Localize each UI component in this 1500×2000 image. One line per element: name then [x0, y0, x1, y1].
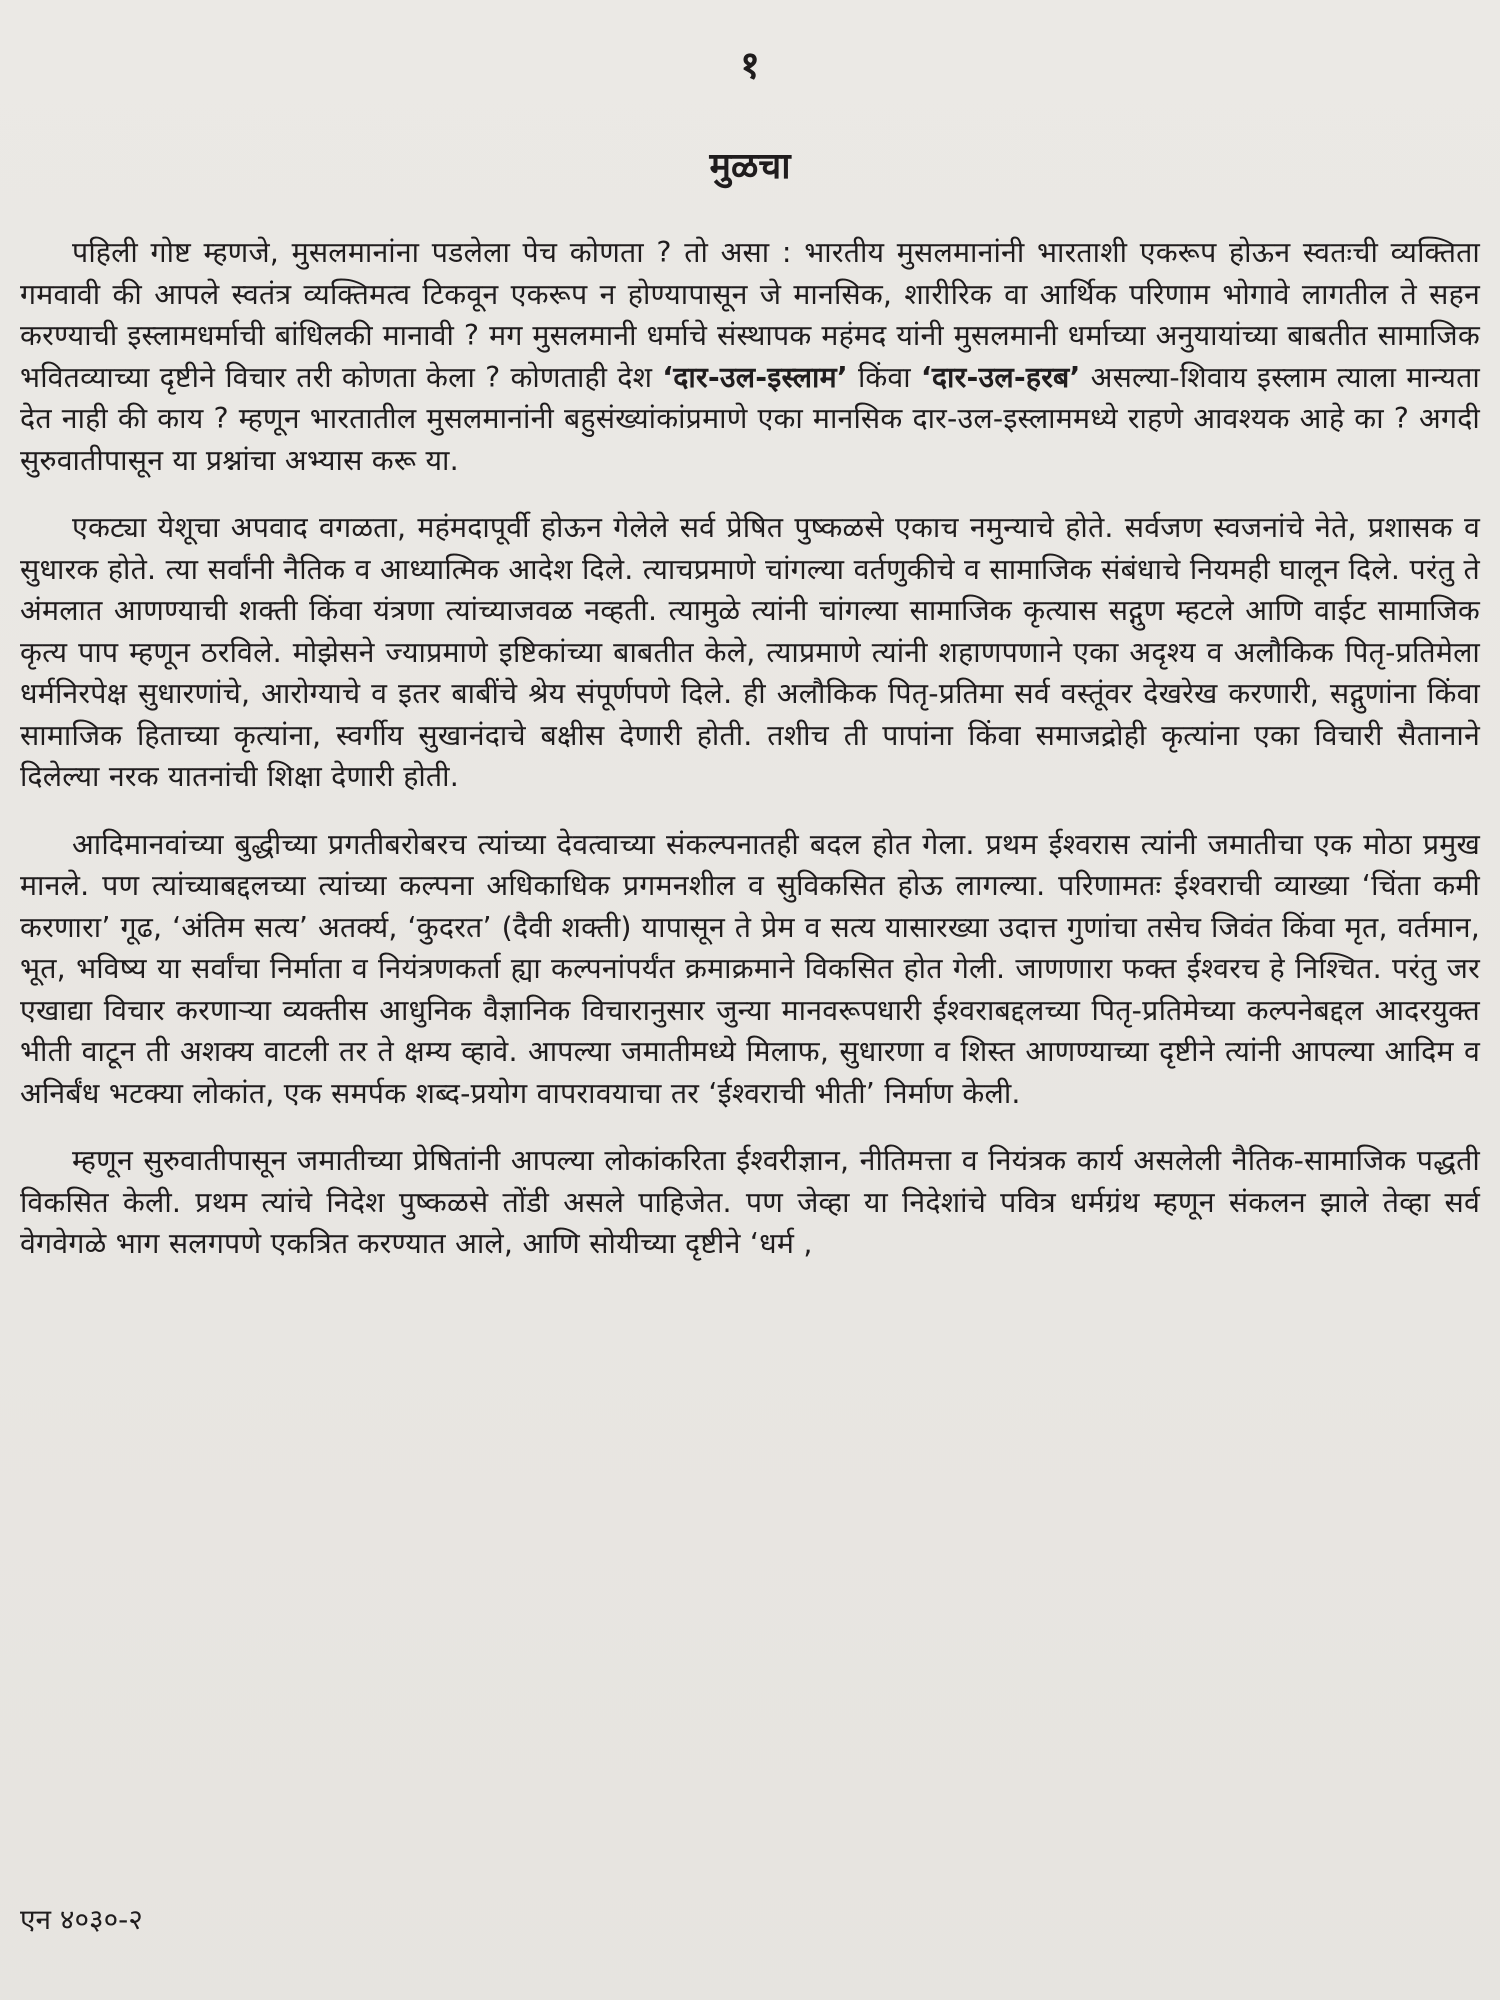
paragraph-4-text: म्हणून सुरुवातीपासून जमातीच्या प्रेषितांनी आपल्या लोकांकरिता ईश्वरीज्ञान, नीतिमत्ता व नियंत्रक कार्य असलेली नैतिक-सामाजिक पद्धती विकसित केली. प्रथम त्यांचे निदेश पुष्कळसे तोंडी असले पाहिजेत. पण जेव्हा या निदेशांचे पवित्र धर्मग्रंथ म्हणून संकलन झाले तेव्हा सर्व वेगवेगळे भाग सलगपणे एकत्रित करण्यात आले, आणि सोयीच्या दृष्टीने ‘धर्म , [20, 1144, 1480, 1260]
paragraph-1-text-c: असल्या-शिवाय इस्लाम त्याला मान्यता देत नाही की काय ? म्हणून भारतातील मुसलमानांनी बहुसंख्यांकांप्रमाणे एका मानसिक दार-उल-इस्लाममध्ये राहणे आवश्यक आहे का ? अगदी सुरुवातीपासून या प्रश्नांचा अभ्यास करू या. [20, 360, 1480, 477]
page-number: १ [740, 43, 760, 87]
paragraph-3-text: आदिमानवांच्या बुद्धीच्या प्रगतीबरोबरच त्यांच्या देवत्वाच्या संकल्पनातही बदल होत गेला. प्रथम ईश्वरास त्यांनी जमातीचा एक मोठा प्रमुख मानले. पण त्यांच्याबद्दलच्या त्यांच्या कल्पना अधिकाधिक प्रगमनशील व सुविकसित होऊ लागल्या. परिणामतः ईश्वराची व्याख्या ‘चिंता कमी करणारा’ गूढ, ‘अंतिम सत्य’ अतर्क्य, ‘कुदरत’ (दैवी शक्ती) यापासून ते प्रेम व सत्य यासारख्या उदात्त गुणांचा तसेच जिवंत किंवा मृत, वर्तमान, भूत, भविष्य या सर्वांचा निर्माता व नियंत्रणकर्ता ह्या कल्पनांपर्यंत क्रमाक्रमाने विकसित होत गेली. जाणणारा फक्त ईश्वरच हे निश्चित. परंतु जर एखाद्या विचार करणाऱ्या व्यक्तीस आधुनिक वैज्ञानिक विचारानुसार जुन्या मानवरूपधारी ईश्वराबद्दलच्या पितृ-प्रतिमेच्या कल्पनेबद्दल आदरयुक्त भीती वाटून ती अशक्य वाटली तर ते क्षम्य व्हावे. आपल्या जमातीमध्ये मिलाफ, सुधारणा व शिस्त आणण्याच्या दृष्टीने त्यांनी आपल्या आदिम व अनिर्बंध भटक्या लोकांत, एक समर्पक शब्द-प्रयोग वापरावयाचा तर ‘ईश्वराची भीती’ निर्माण केली. [20, 827, 1480, 1110]
footer-code: एन ४०३०-२ [20, 1903, 143, 1936]
paragraph-1-text-a: पहिली गोष्ट म्हणजे, मुसलमानांना पडलेला पेच कोणता ? तो असा : भारतीय मुसलमानांनी भारताशी एकरूप होऊन स्वतःची व्यक्तिता गमवावी की आपले स्वतंत्र व्यक्तिमत्व टिकवून एकरूप न होण्यापासून जे मानसिक, शारीरिक वा आर्थिक परिणाम भोगावे लागतील ते सहन करण्याची इस्लामधर्माची बांधिलकी मानावी ? मग मुसलमानी धर्माचे संस्थापक महंमद यांनी मुसलमानी धर्माच्या अनुयायांच्या बाबतीत सामाजिक भवितव्याच्या दृष्टीने विचार तरी कोणता केला ? कोणताही देश [20, 236, 1480, 394]
term-dar-ul-harab: ‘दार-उल-हरब’ [920, 360, 1081, 394]
body-text [20, 232, 1480, 1291]
paragraph-2-text: एकट्या येशूचा अपवाद वगळता, महंमदापूर्वी होऊन गेलेले सर्व प्रेषित पुष्कळसे एकाच नमुन्याचे होते. सर्वजण स्वजनांचे नेते, प्रशासक व सुधारक होते. त्या सर्वांनी नैतिक व आध्यात्मिक आदेश दिले. त्याचप्रमाणे चांगल्या वर्तणुकीचे व सामाजिक संबंधाचे नियमही घालून दिले. परंतु ते अंमलात आणण्याची शक्ती किंवा यंत्रणा त्यांच्याजवळ नव्हती. त्यामुळे त्यांनी चांगल्या सामाजिक कृत्यास सद्गुण म्हटले आणि वाईट सामाजिक कृत्य पाप म्हणून ठरविले. मोझेसने ज्याप्रमाणे इष्टिकांच्या बाबतीत केले, त्याप्रमाणे त्यांनी शहाणपणाने एका अदृश्य व अलौकिक पितृ-प्रतिमेला धर्मनिरपेक्ष सुधारणांचे, आरोग्याचे व इतर बाबींचे श्रेय संपूर्णपणे दिले. ही अलौकिक पितृ-प्रतिमा सर्व वस्तूंवर देखरेख करणारी, सद्गुणांना किंवा सामाजिक हिताच्या कृत्यांना, स्वर्गीय सुखानंदाचे बक्षीस देणारी होती. तशीच ती पापांना किंवा समाजद्रोही कृत्यांना एका विचारी सैतानाने दिलेल्या नरक यातनांची शिक्षा देणारी होती. [20, 511, 1480, 793]
term-dar-ul-islam: ‘दार-उल-इस्लाम’ [662, 360, 848, 394]
paragraph-4 [20, 1140, 1480, 1265]
paragraph-3 [20, 824, 1480, 1115]
paragraph-2 [20, 507, 1480, 798]
chapter-title: मुळचा [709, 146, 791, 187]
paragraph-1-text-b: किंवा [847, 360, 921, 394]
paragraph-1 [20, 232, 1480, 481]
